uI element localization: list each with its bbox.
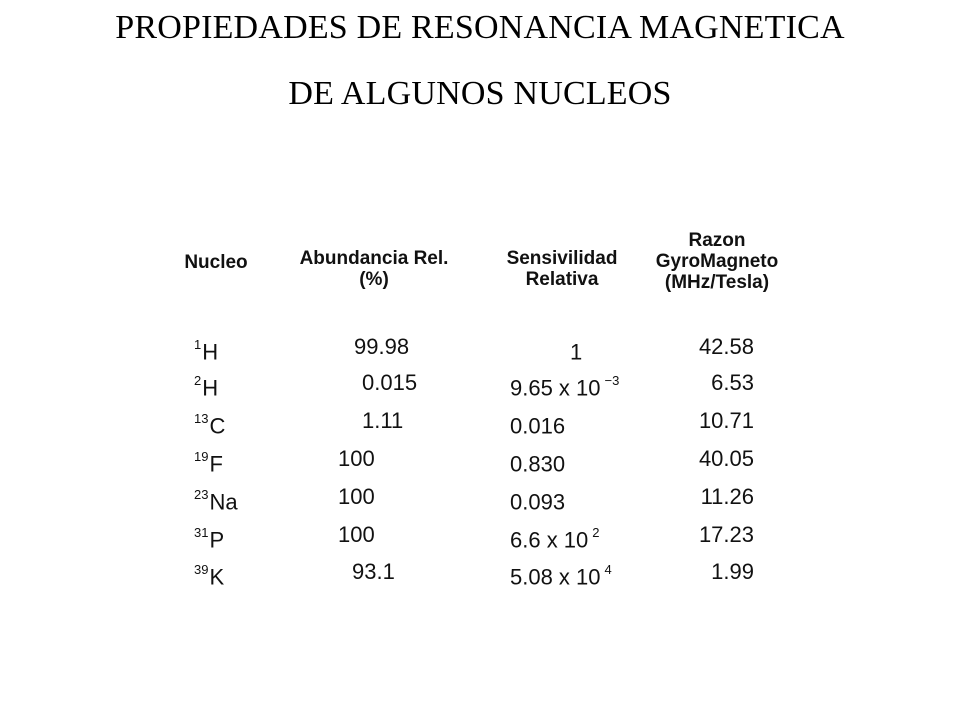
element-symbol: Na: [209, 489, 238, 515]
sensitivity-exponent: 2: [592, 525, 600, 540]
abundance-cell: 0.015: [362, 370, 418, 395]
nucleus-cell: [194, 484, 238, 515]
nucleus-cell: [194, 446, 223, 477]
element-symbol: C: [209, 413, 226, 439]
header-abundance: [276, 248, 472, 290]
mass-number: 1: [194, 337, 202, 352]
nucleus-cell: [194, 370, 218, 401]
sensitivity-exponent: −3: [604, 373, 620, 388]
sensitivity-cell: [570, 334, 586, 365]
sensitivity-cell: [510, 522, 600, 553]
mass-number: 31: [194, 525, 209, 540]
gyromagnetic-ratio-cell: 6.53: [711, 370, 754, 395]
header-sensitivity: [482, 248, 642, 290]
header-nucleus-line: Nucleo: [184, 252, 248, 273]
mass-number: 13: [194, 411, 209, 426]
abundance-cell: 100: [338, 446, 375, 471]
sensitivity-value: 0.830: [510, 451, 566, 477]
element-symbol: H: [202, 339, 219, 365]
mass-number: 19: [194, 449, 209, 464]
element-symbol: H: [202, 375, 219, 401]
abundance-cell: 100: [338, 522, 375, 547]
abundance-cell: 100: [338, 484, 375, 509]
sensitivity-cell: [510, 559, 612, 590]
mass-number: 23: [194, 487, 209, 502]
nuclei-properties-table: [170, 222, 810, 602]
sensitivity-value: 0.093: [510, 489, 566, 515]
header-ratio-line: GyroMagneto: [655, 251, 779, 272]
abundance-cell: 99.98: [354, 334, 410, 359]
gyromagnetic-ratio-cell: 17.23: [698, 522, 754, 547]
header-ratio-line: Razon: [688, 230, 746, 251]
sensitivity-cell: [510, 408, 569, 439]
gyromagnetic-ratio-cell: 1.99: [711, 559, 754, 584]
nucleus-cell: [194, 522, 224, 553]
header-gyromagnetic-ratio: [636, 230, 798, 293]
gyromagnetic-ratio-cell: 40.05: [698, 446, 754, 471]
header-abundance-line: Abundancia Rel.: [299, 248, 449, 269]
nucleus-cell: [194, 334, 218, 365]
header-ratio-line: (MHz/Tesla): [664, 272, 770, 293]
mass-number: 2: [194, 373, 202, 388]
page-title: PROPIEDADES DE RESONANCIA MAGNETICA: [115, 9, 845, 46]
header-nucleus: [174, 252, 258, 273]
nucleus-cell: [194, 559, 224, 590]
sensitivity-cell: [510, 484, 569, 515]
element-symbol: P: [209, 527, 225, 553]
sensitivity-cell: [510, 446, 569, 477]
element-symbol: F: [209, 451, 223, 477]
sensitivity-value: 0.016: [510, 413, 566, 439]
element-symbol: K: [209, 564, 225, 590]
sensitivity-exponent: 4: [604, 562, 612, 577]
sensitivity-value: 5.08 x 10: [510, 564, 601, 590]
sensitivity-value: 1: [570, 339, 583, 365]
sensitivity-value: 6.6 x 10: [510, 527, 589, 553]
gyromagnetic-ratio-cell: 10.71: [698, 408, 754, 433]
header-abundance-line: (%): [359, 269, 389, 290]
header-sensitivity-line: Relativa: [525, 269, 599, 290]
abundance-cell: 1.11: [362, 408, 404, 433]
sensitivity-value: 9.65 x 10: [510, 375, 601, 401]
gyromagnetic-ratio-cell: 42.58: [698, 334, 754, 359]
mass-number: 39: [194, 562, 209, 577]
page-subtitle: DE ALGUNOS NUCLEOS: [288, 75, 672, 112]
sensitivity-cell: [510, 370, 619, 401]
header-sensitivity-line: Sensivilidad: [506, 248, 618, 269]
nucleus-cell: [194, 408, 225, 439]
gyromagnetic-ratio-cell: 11.26: [700, 484, 754, 509]
abundance-cell: 93.1: [352, 559, 395, 584]
